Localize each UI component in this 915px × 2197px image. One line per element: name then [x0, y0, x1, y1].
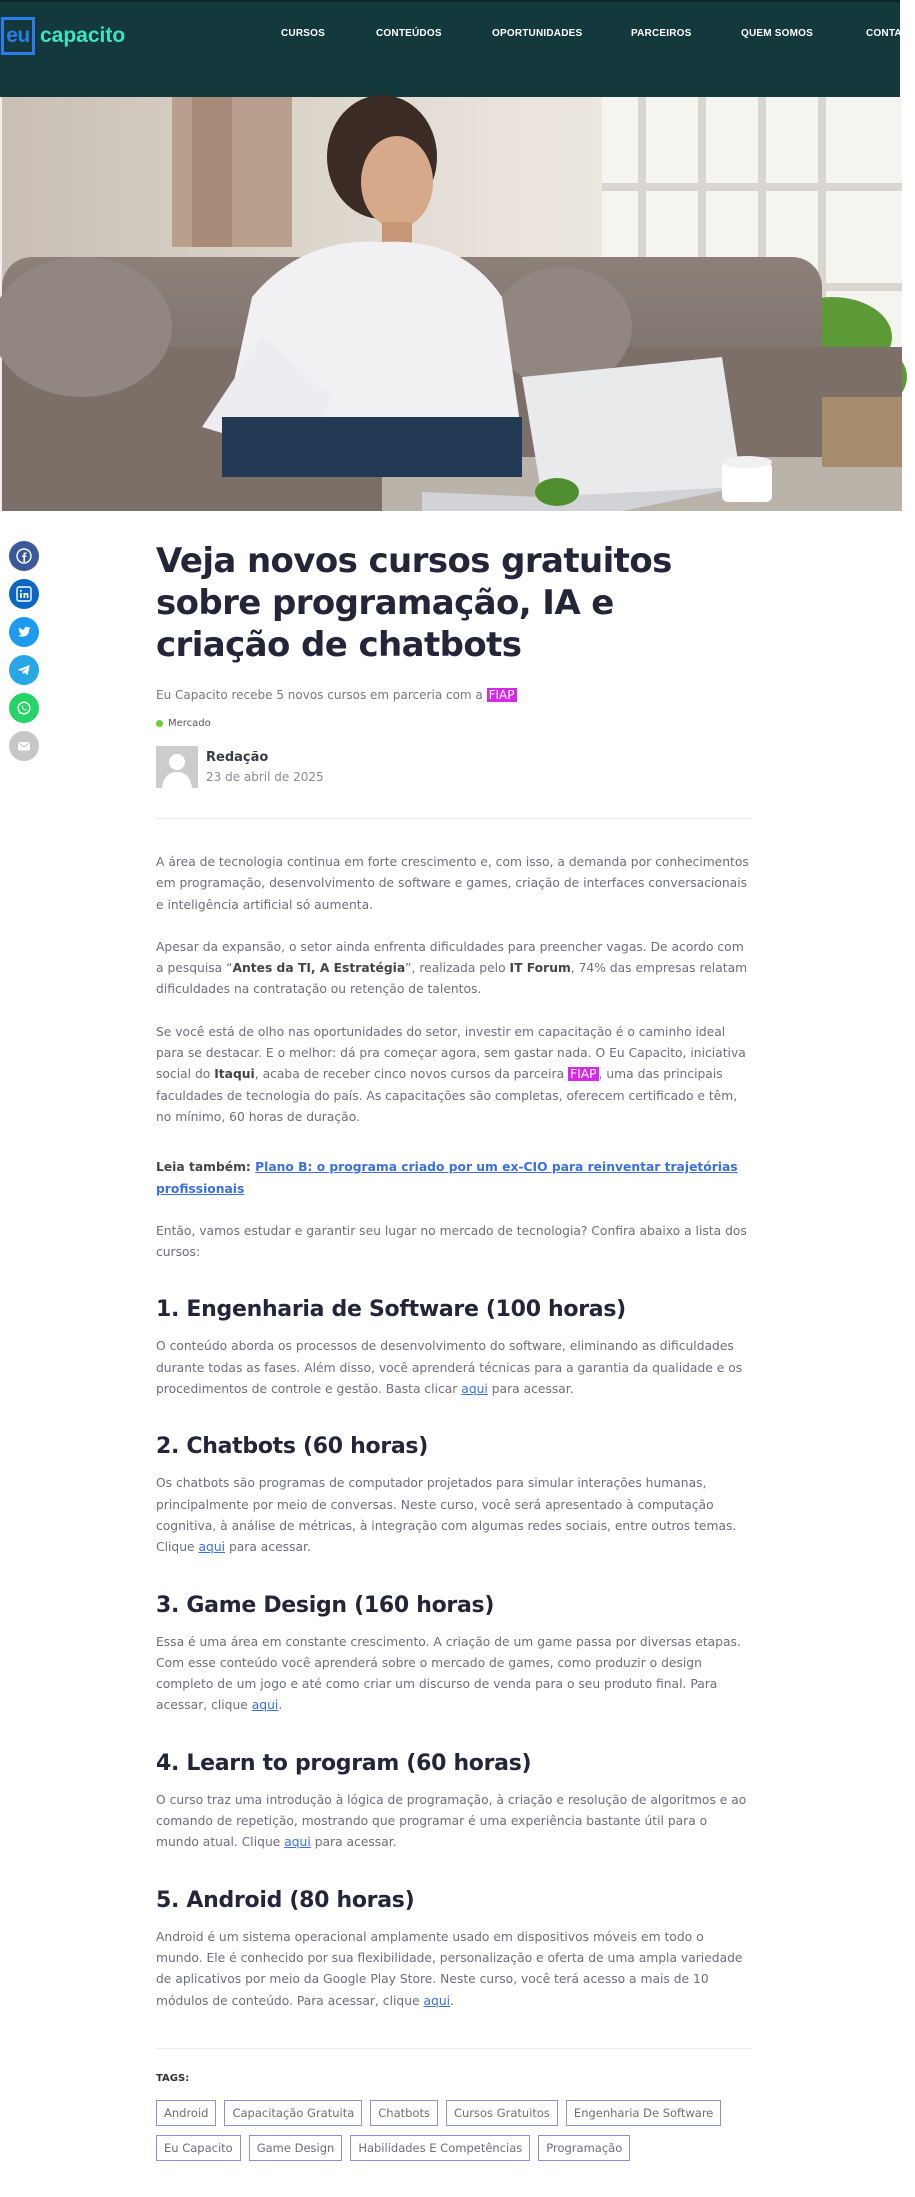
section-2-link[interactable]: aqui	[198, 1540, 226, 1555]
tag-game-design[interactable]: Game Design	[249, 2135, 343, 2161]
nav-oportunidades[interactable]: OPORTUNIDADES	[492, 28, 583, 39]
section-text-4	[156, 1790, 751, 1854]
article-subtitle	[156, 686, 751, 704]
p3-highlight: FIAP	[570, 1067, 597, 1082]
tag-android[interactable]: Android	[156, 2100, 216, 2126]
section-text-2	[156, 1473, 751, 1558]
whatsapp-icon[interactable]	[9, 693, 39, 723]
telegram-icon[interactable]	[9, 655, 39, 685]
section-heading-4: 4. Learn to program (60 horas)	[156, 1750, 532, 1776]
section-text-3	[156, 1632, 751, 1717]
paragraph-2	[156, 937, 751, 1001]
section-4-text-end: para acessar.	[310, 1835, 397, 1850]
linkedin-icon[interactable]	[9, 579, 39, 609]
tag-eu-capacito[interactable]: Eu Capacito	[156, 2135, 241, 2161]
subtitle-highlight: FIAP	[488, 688, 515, 702]
paragraph-1: A área de tecnologia continua em forte crescimento e, com isso, a demanda por conhecimentos em programação, desenvolvimento de software e games, criação de interfaces conversacionais e inteligência artificial só aumenta.	[156, 855, 749, 912]
nav-parceiros[interactable]: PARCEIROS	[631, 28, 692, 39]
subtitle-text: Eu Capacito recebe 5 novos cursos em parceria com a	[156, 688, 487, 702]
section-1-text-end: para acessar.	[487, 1382, 574, 1397]
p2-text-a: Apesar da expansão, o setor ainda enfrenta dificuldades para preencher vagas. De acordo com a pesquisa “	[156, 939, 744, 976]
article	[156, 540, 751, 2170]
section-5-text-end: .	[450, 1993, 454, 2008]
tag-programacao[interactable]: Programação	[538, 2135, 630, 2161]
category-label: Mercado	[168, 718, 211, 729]
paragraph-4: Então, vamos estudar e garantir seu lugar no mercado de tecnologia? Confira abaixo a lista dos cursos:	[156, 1223, 747, 1260]
tags-label: TAGS:	[156, 2072, 190, 2084]
nav-cursos[interactable]: CURSOS	[281, 28, 325, 39]
section-heading-1: 1. Engenharia de Software (100 horas)	[156, 1297, 626, 1323]
p3-strong-itaqui: Itaqui	[214, 1067, 255, 1082]
tag-list	[156, 2100, 751, 2170]
tag-engenharia-de-software[interactable]: Engenharia De Software	[566, 2100, 721, 2126]
section-heading-2: 2. Chatbots (60 horas)	[156, 1434, 428, 1460]
read-also-link[interactable]: Plano B: o programa criado por um ex-CIO para reinventar trajetórias profissionais	[156, 1160, 738, 1196]
avatar	[156, 746, 198, 788]
section-5-text: Android é um sistema operacional amplamente usado em dispositivos móveis em todo o mundo. Ele é conhecido por sua flexibilidade, personalização e oferta de uma ampla variedade de aplicativos por meio da Google Play Store. Neste curso, você terá acesso a mais de 10 módulos de conteúdo. Para acessar, clique	[156, 1929, 743, 2008]
paragraph-3	[156, 1022, 751, 1128]
publish-date: 23 de abril de 2025	[206, 770, 324, 784]
section-4-link[interactable]: aqui	[284, 1835, 311, 1850]
tag-cursos-gratuitos[interactable]: Cursos Gratuitos	[446, 2100, 558, 2126]
nav-conteudos[interactable]: CONTEÚDOS	[376, 28, 442, 39]
tag-habilidades-e-competencias[interactable]: Habilidades E Competências	[350, 2135, 530, 2161]
nav-contato[interactable]: CONTATO	[866, 28, 915, 39]
share-bar	[9, 541, 39, 769]
section-text-1	[156, 1336, 751, 1400]
section-2-text: Os chatbots são programas de computador projetados para simular interações humanas, principalmente por meio de conversas. Neste curso, você será apresentado à computação cognitiva, à análise de métricas, à integração com algumas redes sociais, entre outros temas. Clique	[156, 1476, 737, 1555]
logo-wordmark: capacito	[40, 24, 126, 47]
p2-strong-survey: Antes da TI, A Estratégia	[232, 961, 406, 976]
section-1-link[interactable]: aqui	[461, 1382, 488, 1397]
nav-quem-somos[interactable]: QUEM SOMOS	[741, 28, 814, 39]
section-5-link[interactable]: aqui	[423, 1993, 451, 2008]
section-4-text: O curso traz uma introdução à lógica de programação, à criação e resolução de algoritmos e ao comando de repetição, mostrando que programar é uma experiência bastante útil para o mundo atual. Clique	[156, 1792, 747, 1850]
section-3-text: Essa é uma área em constante crescimento. A criação de um game passa por diversas etapas. Com esse conteúdo você aprenderá sobre o mercado de games, como produzir o design completo de um jogo e até como criar um discurso de venda para o seu produto final. Para acessar, clique	[156, 1634, 741, 1713]
section-1-text: O conteúdo aborda os processos de desenvolvimento do software, eliminando as dificuldades durante todas as fases. Além disso, você aprenderá técnicas para a garantia da qualidade e os procedimentos de controle e gestão. Basta clicar	[156, 1339, 743, 1397]
site-header	[0, 0, 915, 97]
tag-chatbots[interactable]: Chatbots	[370, 2100, 438, 2126]
article-title: Veja novos cursos gratuitos sobre programação, IA e criação de chatbots	[156, 541, 672, 665]
section-heading-3: 3. Game Design (160 horas)	[156, 1592, 495, 1618]
author-block	[156, 746, 751, 788]
read-also	[156, 1157, 751, 1200]
section-text-5	[156, 1927, 751, 2012]
logo-mark: eu	[1, 17, 35, 55]
p3-text-c: , acaba de receber cinco novos cursos da parceira	[254, 1067, 569, 1082]
p3-text-a: Se você está de olho nas oportunidades do setor, investir em capacitação é o caminho ideal para se destacar. E o melhor: dá pra começar agora, sem gastar nada. O Eu Capacito, iniciativa social do	[156, 1024, 746, 1082]
email-icon[interactable]	[9, 731, 39, 761]
category-dot-icon	[156, 720, 163, 727]
p2-text-c: ”, realizada pelo	[405, 961, 510, 976]
section-3-link[interactable]: aqui	[251, 1698, 279, 1713]
category-badge[interactable]	[156, 718, 751, 729]
tags-divider	[156, 2048, 751, 2049]
author-name: Redação	[206, 750, 269, 765]
p3-text-d: , uma das principais faculdades de tecnologia do país. As capacitações são completas, oferecem certificado e têm, no mínimo, 60 horas de duração.	[156, 1067, 738, 1124]
section-heading-5: 5. Android (80 horas)	[156, 1887, 415, 1913]
hero-image	[0, 97, 900, 511]
facebook-icon[interactable]	[9, 541, 39, 571]
header-divider	[156, 818, 751, 819]
p2-text-e: , 74% das empresas relatam dificuldades na contratação ou retenção de talentos.	[156, 961, 748, 997]
twitter-icon[interactable]	[9, 617, 39, 647]
section-3-text-end: .	[278, 1698, 283, 1713]
tag-capacitacao-gratuita[interactable]: Capacitação Gratuita	[224, 2100, 362, 2126]
read-also-label: Leia também:	[156, 1160, 256, 1175]
section-2-text-end: para acessar.	[225, 1540, 311, 1555]
p2-strong-itforum: IT Forum	[509, 961, 571, 976]
main-nav	[0, 28, 915, 44]
